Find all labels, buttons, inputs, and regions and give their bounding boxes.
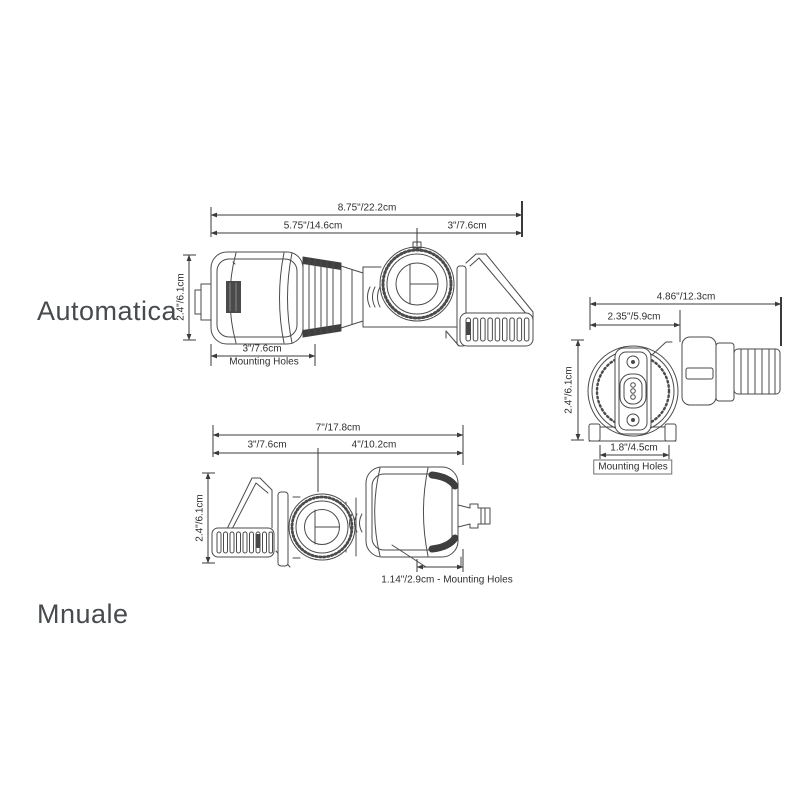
automatic-pump-drawing bbox=[195, 242, 533, 346]
manual-mount-holes-note: 1.14"/2.9cm - Mounting Holes bbox=[381, 574, 513, 586]
manual-pump-drawing bbox=[212, 467, 490, 567]
manual-body-width-dimension: 4"/10.2cm bbox=[351, 439, 397, 451]
manual-strainer-width-dimension: 3"/7.6cm bbox=[247, 439, 287, 451]
manual-model-label: Mnuale bbox=[37, 599, 129, 629]
automatic-body-width-dimension: 5.75"/14.6cm bbox=[283, 220, 343, 232]
automatic-height-dimension: 2.4"/6.1cm bbox=[175, 273, 187, 321]
endview-mount-holes-label: Mounting Holes bbox=[593, 460, 672, 475]
endview-overall-width-dimension: 4.86"/12.3cm bbox=[656, 291, 716, 303]
endview-body-width-dimension: 2.35"/5.9cm bbox=[607, 311, 661, 323]
automatic-mount-width-dimension: 3"/7.6cm bbox=[242, 343, 282, 355]
end-view-drawing bbox=[588, 337, 780, 441]
automatic-outlet-width-dimension: 3"/7.6cm bbox=[447, 220, 487, 232]
automatic-mount-holes-label: Mounting Holes bbox=[229, 356, 299, 368]
endview-height-dimension: 2.4"/6.1cm bbox=[563, 366, 575, 414]
manual-height-dimension: 2.4"/6.1cm bbox=[194, 494, 206, 542]
automatic-overall-width-dimension: 8.75"/22.2cm bbox=[337, 202, 397, 214]
manual-overall-width-dimension: 7"/17.8cm bbox=[315, 422, 361, 434]
automatic-model-label: Automatica bbox=[37, 296, 178, 326]
endview-mount-width-dimension: 1.8"/4.5cm bbox=[610, 442, 658, 454]
